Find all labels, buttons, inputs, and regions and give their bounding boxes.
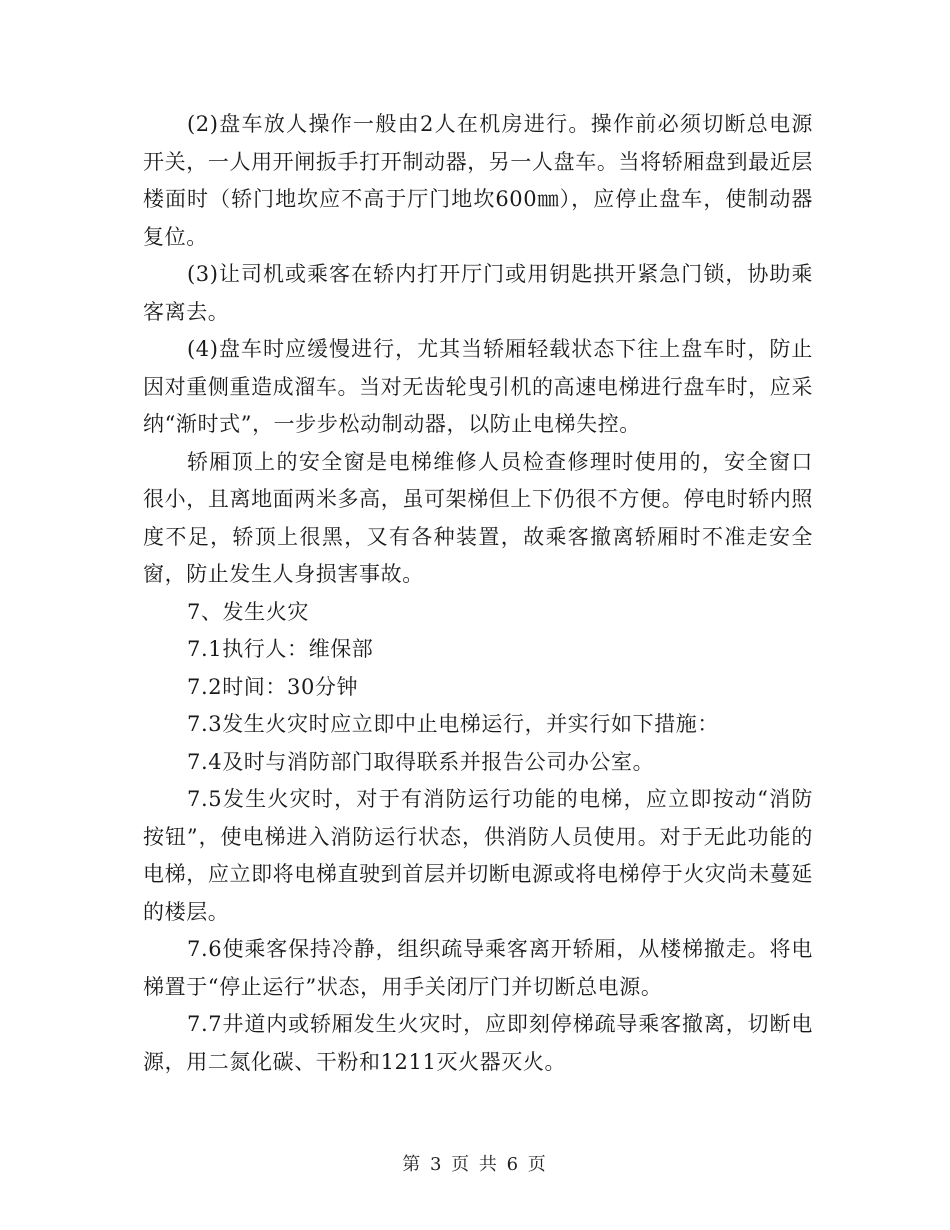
- paragraph-step-3: (3)让司机或乘客在轿内打开厅门或用钥匙拱开紧急门锁，协助乘客离去。: [143, 262, 813, 324]
- document-body: [143, 106, 813, 1081]
- paragraph-7-5: 7.5发生火灾时，对于有消防运行功能的电梯，应立即按动“消防按钮”，使电梯进入消防运行状态，供消防人员使用。对于无此功能的电梯，应立即将电梯直驶到首层并切断电源或将电梯停于火灾尚未蔓延的楼层。: [143, 787, 813, 924]
- paragraph-7-6: 7.6使乘客保持冷静，组织疏导乘客离开轿厢，从楼梯撤走。将电梯置于“停止运行”状态，用手关闭厅门并切断总电源。: [143, 937, 813, 999]
- paragraph-safety-window: 轿厢顶上的安全窗是电梯维修人员检查修理时使用的，安全窗口很小，且离地面两米多高，虽可架梯但上下仍很不方便。停电时轿内照度不足，轿顶上很黑，又有各种装置，故乘客撤离轿厢时不准走安全窗，防止发生人身损害事故。: [143, 449, 813, 586]
- paragraph-step-2: (2)盘车放人操作一般由2人在机房进行。操作前必须切断总电源开关，一人用开闸扳手打开制动器，另一人盘车。当将轿厢盘到最近层楼面时（轿门地坎应不高于厅门地坎600㎜），应停止盘车，使制动器复位。: [143, 112, 813, 249]
- paragraph-7-3: 7.3发生火灾时应立即中止电梯运行，并实行如下措施：: [187, 712, 719, 736]
- paragraph-7-7: 7.7井道内或轿厢发生火灾时，应即刻停梯疏导乘客撤离，切断电源，用二氮化碳、干粉和1211灭火器灭火。: [143, 1012, 813, 1074]
- paragraph-step-4: (4)盘车时应缓慢进行，尤其当轿厢轻载状态下往上盘车时，防止因对重侧重造成溜车。当对无齿轮曳引机的高速电梯进行盘车时，应采纳“渐时式”，一步步松动制动器，以防止电梯失控。: [143, 337, 813, 436]
- paragraph-7-1: 7.1执行人：维保部: [187, 637, 374, 661]
- section-heading-fire: 7、发生火灾: [187, 599, 309, 624]
- paragraph-7-2: 7.2时间：30分钟: [187, 674, 359, 699]
- page-number-footer: 第 3 页 共 6 页: [402, 1154, 548, 1175]
- paragraph-7-4: 7.4及时与消防部门取得联系并报告公司办公室。: [187, 749, 655, 774]
